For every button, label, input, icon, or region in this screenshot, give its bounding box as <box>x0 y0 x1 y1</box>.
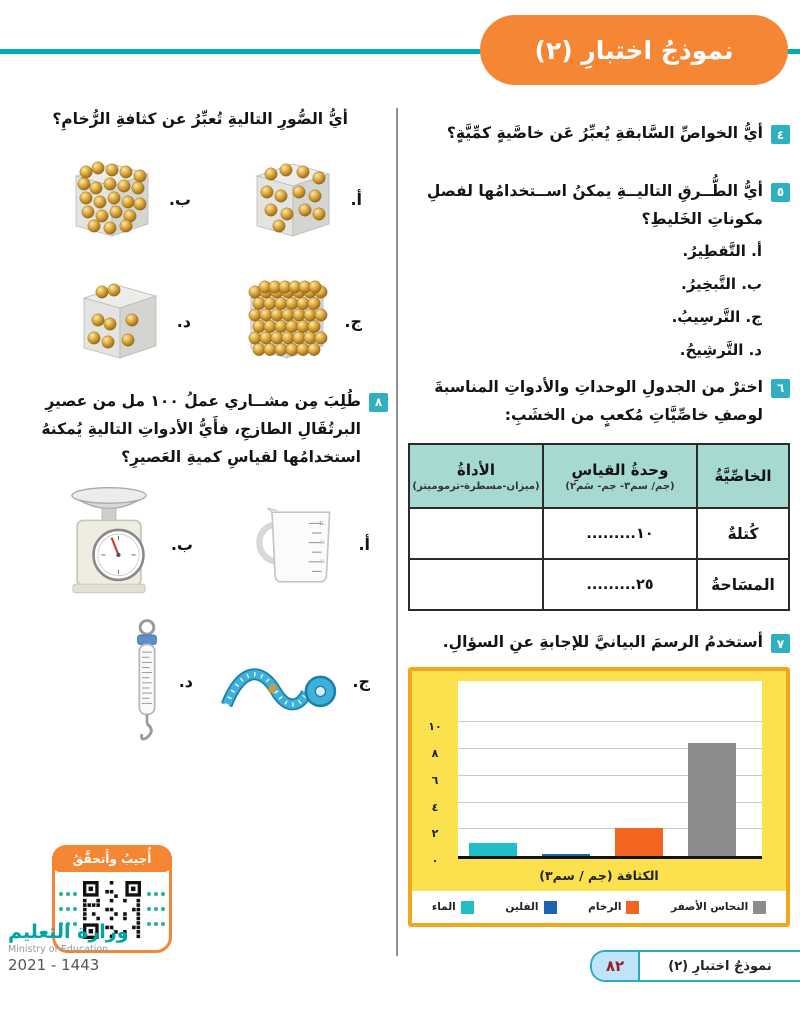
legend-item <box>432 901 474 914</box>
page-number: ٨٢ <box>592 952 640 980</box>
option-c: ج. التَّرسِيبُ. <box>671 307 762 326</box>
option-b: ب. التَّبخِيرُ. <box>681 274 762 293</box>
option-d-letter: د. <box>176 312 191 332</box>
cube-option-a <box>191 150 362 250</box>
cube-option-b <box>20 150 191 250</box>
legend-item <box>588 901 639 914</box>
legend-swatch <box>544 901 557 914</box>
question-5 <box>408 178 790 234</box>
tool-option-d <box>16 618 193 746</box>
option-b-letter: ب. <box>170 535 193 555</box>
header-unit-label: وحدةُ القياسِ <box>571 460 669 479</box>
y-axis-tick: ٢ <box>431 827 439 841</box>
header-property-label: الخاصِّيَّةُ <box>714 467 772 486</box>
banner-title: نموذجُ اختبارِ (٢) <box>534 35 734 65</box>
legend-label: الرخام <box>588 901 622 914</box>
spring-scale-image <box>121 618 173 746</box>
svg-text:1L: 1L <box>319 521 326 527</box>
cube-image-packed <box>232 272 338 372</box>
measuring-tape-image <box>218 643 346 721</box>
legend-label: الفلين <box>505 901 539 914</box>
question-4 <box>408 120 790 148</box>
row2-tool <box>409 559 543 610</box>
option-d: د. التَّرشِيحُ. <box>679 340 762 359</box>
chart-legend <box>412 891 786 923</box>
dot <box>66 892 70 896</box>
svg-text:¼: ¼ <box>320 559 326 565</box>
y-axis-tick: ٨ <box>431 746 439 760</box>
option-a: أ. التَّقطِيرُ. <box>682 241 762 260</box>
cube-option-d <box>20 272 191 372</box>
question-7-text: أستخدمُ الرسمَ البيانيَّ للإجابةِ عنِ السؤالِ. <box>442 633 763 652</box>
question-8-text: طُلِبَ مِن مشــاري عملُ ١٠٠ مل من عصيرِ البرتُقَالِ الطازجِ، فأَيُّ الأدواتِ التاليةِ يُمكنهُ استخدامُها لقياسِ كميةِ العَصيرِ؟ <box>41 391 361 466</box>
measuring-cup-image <box>248 499 352 591</box>
row2-unit: ٢٥......... <box>543 559 697 610</box>
units-tools-table <box>408 443 790 611</box>
legend-item <box>505 901 556 914</box>
right-column <box>408 112 790 927</box>
dot <box>147 907 151 911</box>
question-8-badge: ٨ <box>369 393 388 412</box>
header-tool-sub: (ميزان-مسطرة-ترموميتر) <box>412 480 540 492</box>
ministry-name-arabic: وزارة التعليم <box>8 921 129 943</box>
row1-tool <box>409 508 543 559</box>
legend-label: الماء <box>431 901 456 914</box>
table-header-row <box>409 444 789 508</box>
dot <box>66 907 70 911</box>
footer-chapter-label: نموذجُ اختبارِ (٢) <box>668 958 772 974</box>
header-tool <box>409 444 543 508</box>
option-b-letter: ب. <box>168 190 191 210</box>
question-4-badge: ٤ <box>771 125 790 144</box>
legend-label: النحاس الأصفر <box>671 901 749 914</box>
dot <box>154 907 158 911</box>
question-5-badge: ٥ <box>771 183 790 202</box>
bar-1 <box>542 854 591 857</box>
dot <box>147 892 151 896</box>
option-a-letter: أ. <box>358 535 370 555</box>
tools-grid <box>6 482 388 746</box>
option-c-letter: ج. <box>344 312 362 332</box>
dot <box>161 892 165 896</box>
dot <box>73 892 77 896</box>
density-cubes-grid <box>6 150 388 372</box>
table-row <box>409 559 789 610</box>
option-c-letter: ج. <box>352 672 370 692</box>
chapter-banner <box>480 15 788 85</box>
row1-property: كُتلةٌ <box>697 508 789 559</box>
ministry-name-english: Ministry of Education <box>8 943 109 955</box>
question-6-text: اخترْ من الجدولِ الوحداتِ والأدواتِ المناسبةَ لوصفِ خاصِّيَّاتِ مُكعبٍ من الخشَبِ: <box>434 377 763 424</box>
cube-image-sparse <box>238 150 344 250</box>
dot <box>59 892 63 896</box>
row2-property: المسَاحةُ <box>697 559 789 610</box>
y-axis-tick: ٦ <box>431 773 439 787</box>
question-8 <box>6 388 388 472</box>
bar-2 <box>615 828 664 856</box>
question-5-options <box>408 242 790 359</box>
chart-plot <box>458 681 762 859</box>
question-6-badge: ٦ <box>771 379 790 398</box>
legend-swatch <box>626 901 639 914</box>
tool-option-a <box>193 499 370 591</box>
legend-swatch <box>461 901 474 914</box>
dot <box>161 907 165 911</box>
left-column <box>6 106 388 746</box>
question-4-text: أيُّ الخواصِّ السَّابقةِ يُعبِّرُ عَن خاصَّيةٍ كمِّيَّةٍ؟ <box>446 124 763 142</box>
tool-option-b <box>16 482 193 608</box>
tool-option-c <box>193 643 370 721</box>
table-row <box>409 508 789 559</box>
cube-image-medium <box>57 150 163 250</box>
question-7-badge: ٧ <box>771 634 790 653</box>
column-divider <box>396 108 398 956</box>
header-property <box>697 444 789 508</box>
question-7-images-text: أيُّ الصُّورِ التاليةِ تُعبِّرُ عن كثافةِ الرُّخامِ؟ <box>52 110 348 128</box>
dot <box>154 892 158 896</box>
legend-swatch <box>753 901 766 914</box>
stamp-title: أُجيبُ وأَتحقَّقُ <box>52 845 172 872</box>
cube-option-c <box>191 272 362 372</box>
option-d-letter: د. <box>178 672 193 692</box>
header-tool-label: الأداةُ <box>456 460 495 479</box>
edition-years: 2021 - 1443 <box>8 955 100 974</box>
question-7 <box>408 629 790 657</box>
header-unit <box>543 444 697 508</box>
row1-unit: ١٠......... <box>543 508 697 559</box>
cube-image-few <box>65 272 171 372</box>
option-a-letter: أ. <box>350 190 362 210</box>
chart-x-axis-label: الكثافة (جم / سم٣) <box>539 867 659 883</box>
bar-0 <box>469 843 518 856</box>
header-unit-sub: (جم/ سم٣- جم- سَم٢) <box>565 480 675 492</box>
y-axis-tick: ٤ <box>431 800 439 814</box>
y-axis-tick: ٠ <box>431 854 439 868</box>
gridline <box>458 721 762 722</box>
y-axis-tick: ١٠ <box>428 719 442 733</box>
svg-text:½: ½ <box>320 540 326 546</box>
bar-3 <box>688 743 737 856</box>
chart-frame <box>408 667 790 927</box>
ministry-logo <box>8 922 178 974</box>
footer-pill <box>590 950 800 982</box>
question-6 <box>408 374 790 430</box>
dot <box>73 907 77 911</box>
legend-item <box>671 901 766 914</box>
kitchen-scale-image <box>53 482 165 608</box>
question-5-text: أيُّ الطُّــرقِ التاليــةِ يمكنُ اســتخدامُها لفصلِ مكوناتِ الخَليطِ؟ <box>426 181 763 228</box>
dot <box>59 907 63 911</box>
